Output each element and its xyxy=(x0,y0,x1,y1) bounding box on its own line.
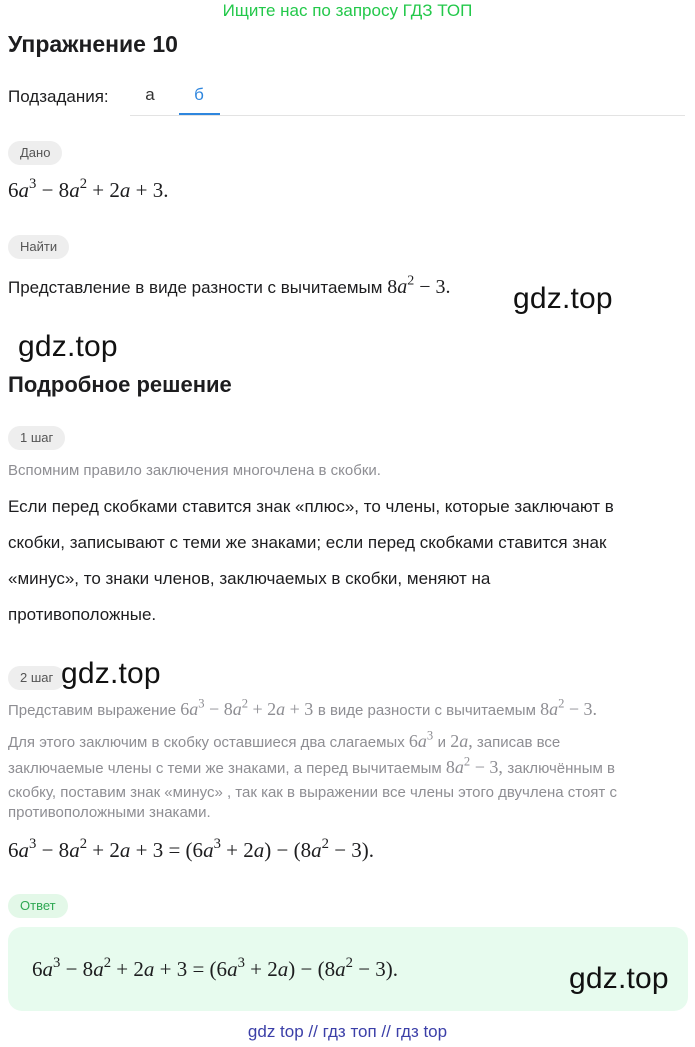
step1-line: противоположные. xyxy=(8,605,157,624)
tabs-divider xyxy=(130,115,685,116)
given-expression: $6a^3 - 8a^2 + 2a + 3$. xyxy=(8,176,169,202)
active-tab-indicator xyxy=(179,113,220,115)
find-expression: $8a^2 - 3$. xyxy=(387,273,451,298)
find-badge: Найти xyxy=(8,235,69,259)
given-badge: Дано xyxy=(8,141,62,165)
watermark: gdz.top xyxy=(18,330,118,363)
page-title: Упражнение 10 xyxy=(8,31,178,57)
step1-line: Если перед скобками ставится знак «плюс», то члены, которые заключают в xyxy=(8,497,614,516)
answer-badge: Ответ xyxy=(8,894,68,918)
step2-text xyxy=(8,697,693,825)
watermark: gdz.top xyxy=(569,962,669,995)
tab-b[interactable]: б xyxy=(194,85,204,104)
subtasks-label: Подзадания: xyxy=(8,87,109,106)
watermark: gdz.top xyxy=(513,282,613,315)
step2-line: заключаемые члены с теми же знаками, а перед вычитаемым $8a^2 - 3$, заключённым в xyxy=(8,754,615,777)
step1-line: скобки, записывают с теми же знаками; если перед скобками ставится знак xyxy=(8,533,607,552)
watermark: gdz.top xyxy=(61,657,161,690)
find-text xyxy=(8,273,451,299)
step2-line: скобку, поставим знак «минус» , так как в выражении все члены этого двучлена стоят с xyxy=(8,784,617,801)
step2-badge: 2 шаг xyxy=(8,666,65,690)
step1-rule xyxy=(8,489,688,633)
step2-line: противоположными знаками. xyxy=(8,804,211,821)
search-banner[interactable]: Ищите нас по запросу ГДЗ ТОП xyxy=(222,1,473,20)
step2-line: Для этого заключим в скобку оставшиеся два слагаемых $6a^3$ и 2a, записав все xyxy=(8,728,561,751)
solution-heading: Подробное решение xyxy=(8,372,232,397)
step2-result: $6a^3 - 8a^2 + 2a + 3 = (6a^3 + 2a) - (8a^2 - 3)$. xyxy=(8,836,375,862)
step1-line: «минус», то знаки членов, заключаемых в скобки, меняют на xyxy=(8,569,491,588)
find-label: Представление в виде разности с вычитаемым xyxy=(8,278,383,297)
step1-hint: Вспомним правило заключения многочлена в скобки. xyxy=(8,462,381,479)
step2-line: Представим выражение $6a^3 - 8a^2 + 2a + 3$ в виде разности с вычитаемым $8a^2 - 3$. xyxy=(8,696,598,719)
tab-a[interactable]: а xyxy=(145,85,155,104)
step1-badge: 1 шаг xyxy=(8,426,65,450)
answer-expression: $6a^3 - 8a^2 + 2a + 3 = (6a^3 + 2a) - (8a^2 - 3)$. xyxy=(32,955,399,981)
footer-links[interactable]: gdz top // гдз топ // гдз top xyxy=(247,1022,448,1041)
